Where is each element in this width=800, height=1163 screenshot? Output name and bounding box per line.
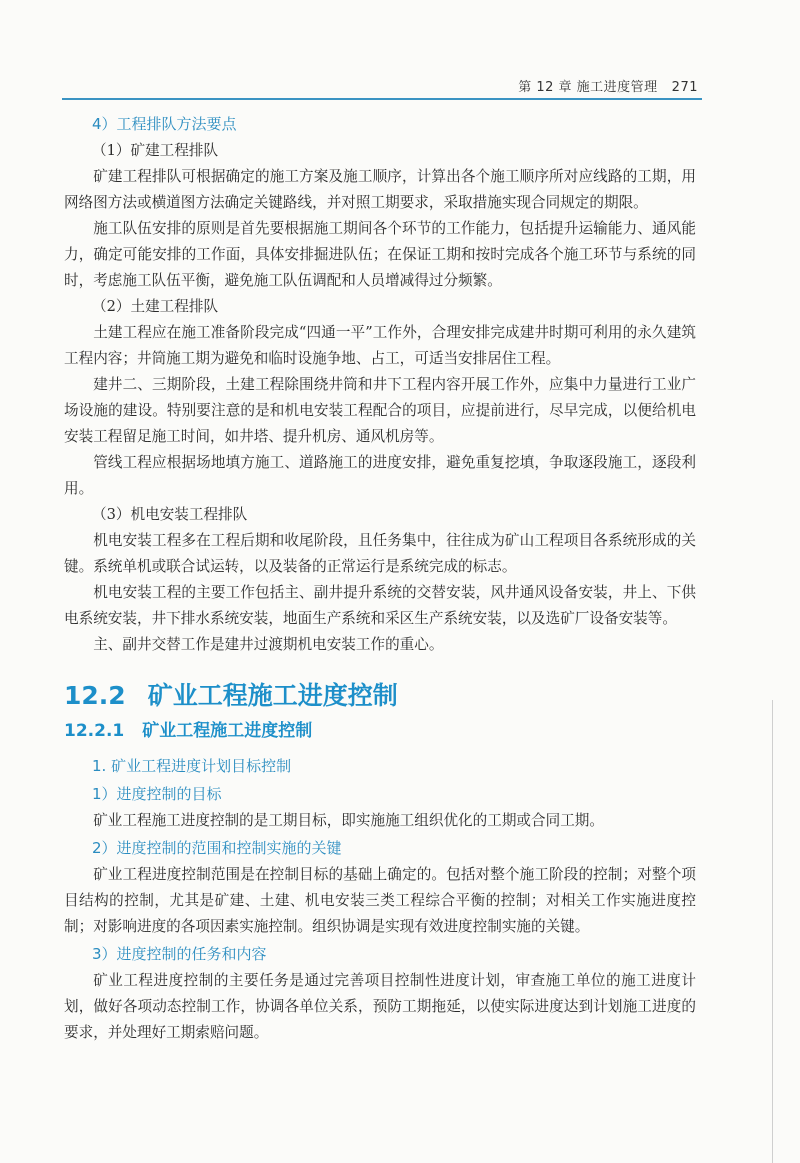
subsection-title-text: 矿业工程施工进度控制 xyxy=(142,721,313,741)
subsection-heading: 1. 矿业工程进度计划目标控制 xyxy=(92,757,292,775)
subsection-heading: 4）工程排队方法要点 xyxy=(92,115,237,133)
page-number: 271 xyxy=(671,80,698,95)
header-rule xyxy=(62,98,702,100)
page-body xyxy=(64,110,696,1046)
paragraph: 建井二、三期阶段，土建工程除围绕井筒和井下工程内容开展工作外，应集中力量进行工业广场设施的建设。特别要注意的是和机电安装工程配合的项目，应提前进行，尽早完成，以便给机电安装工程留足施工时间，如井塔、提升机房、通风机房等。 xyxy=(64,376,696,445)
section-title: 矿业工程施工进度控制 xyxy=(147,681,398,710)
section-number: 12.2 xyxy=(64,681,126,710)
subsection-title xyxy=(64,716,696,746)
item-heading: （3）机电安装工程排队 xyxy=(92,506,248,523)
running-head xyxy=(518,76,698,95)
item-heading: （2）土建工程排队 xyxy=(92,298,219,315)
item-heading: （1）矿建工程排队 xyxy=(92,142,219,159)
paragraph: 施工队伍安排的原则是首先要根据施工期间各个环节的工作能力，包括提升运输能力、通风能力，确定可能安排的工作面，具体安排掘进队伍；在保证工期和按时完成各个施工环节与系统的同时，考虑施工队伍平衡，避免施工队伍调配和人员增减得过分频繁。 xyxy=(64,220,696,289)
page-edge-line xyxy=(772,700,773,1163)
subsection-heading: 1）进度控制的目标 xyxy=(92,785,222,803)
section-heading xyxy=(64,678,696,714)
paragraph: 矿业工程进度控制范围是在控制目标的基础上确定的。包括对整个施工阶段的控制；对整个项目结构的控制，尤其是矿建、土建、机电安装三类工程综合平衡的控制；对相关工作实施进度控制；对影响进度的各项因素实施控制。组织协调是实现有效进度控制实施的关键。 xyxy=(64,866,696,935)
subsection-heading: 3）进度控制的任务和内容 xyxy=(92,945,267,963)
paragraph: 土建工程应在施工准备阶段完成“四通一平”工作外，合理安排完成建井时期可利用的永久建筑工程内容；井筒施工期为避免和临时设施争地、占工，可适当安排居住工程。 xyxy=(64,324,696,367)
paragraph: 矿业工程施工进度控制的是工期目标，即实施施工组织优化的工期或合同工期。 xyxy=(93,812,604,829)
paragraph: 主、副井交替工作是建井过渡期机电安装工作的重心。 xyxy=(93,636,444,653)
paragraph: 机电安装工程的主要工作包括主、副井提升系统的交替安装，风井通风设备安装，井上、下供电系统安装，井下排水系统安装，地面生产系统和采区生产系统安装，以及选矿厂设备安装等。 xyxy=(64,584,696,627)
subsection-number: 12.2.1 xyxy=(64,721,125,741)
paragraph: 管线工程应根据场地填方施工、道路施工的进度安排，避免重复挖填，争取逐段施工，逐段利用。 xyxy=(64,454,696,497)
page-header xyxy=(0,0,800,100)
paragraph: 矿业工程进度控制的主要任务是通过完善项目控制性进度计划，审查施工单位的施工进度计划，做好各项动态控制工作，协调各单位关系，预防工期拖延，以使实际进度达到计划施工进度的要求，并处理好工期索赔问题。 xyxy=(64,972,696,1041)
paragraph: 机电安装工程多在工程后期和收尾阶段，且任务集中，往往成为矿山工程项目各系统形成的关键。系统单机或联合试运转，以及装备的正常运行是系统完成的标志。 xyxy=(64,532,696,575)
chapter-title: 第 12 章 施工进度管理 xyxy=(518,80,658,95)
paragraph: 矿建工程排队可根据确定的施工方案及施工顺序，计算出各个施工顺序所对应线路的工期，用网络图方法或横道图方法确定关键路线，并对照工期要求，采取措施实现合同规定的期限。 xyxy=(64,168,696,211)
subsection-heading: 2）进度控制的范围和控制实施的关键 xyxy=(92,839,342,857)
